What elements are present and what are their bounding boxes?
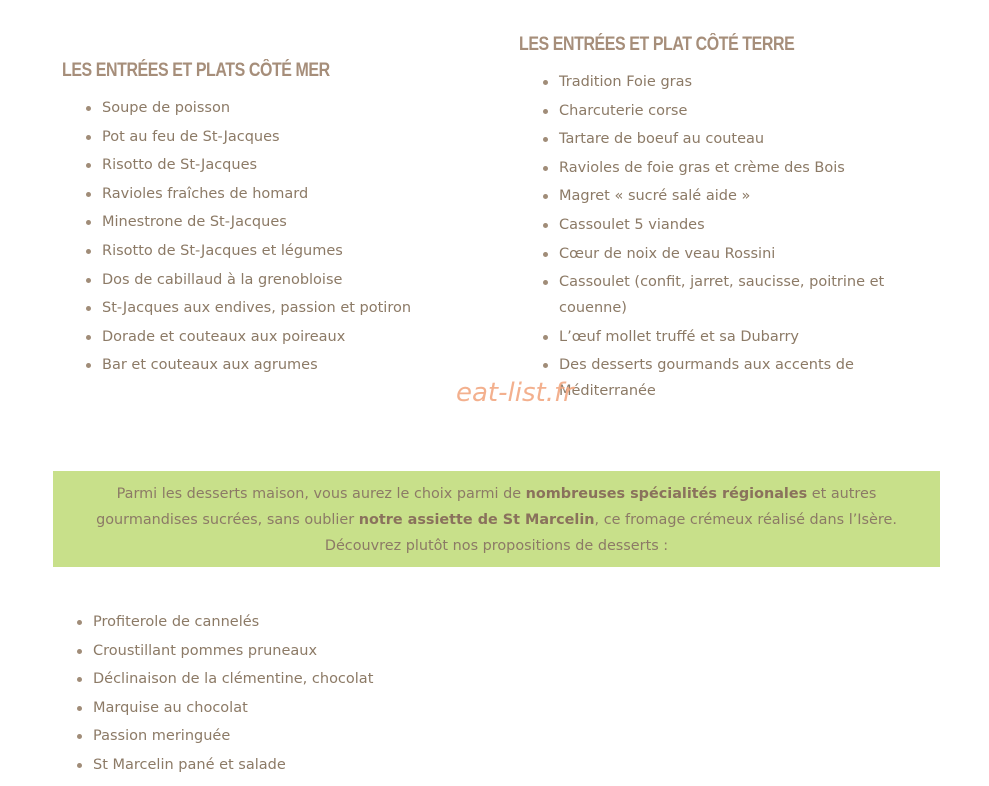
list-item: L’œuf mollet truffé et sa Dubarry (543, 324, 888, 350)
list-item: Cassoulet 5 viandes (543, 212, 888, 238)
banner-highlight: notre assiette de St Marcelin (358, 512, 595, 528)
desserts-list (77, 609, 477, 781)
list-item: Cœur de noix de veau Rossini (543, 241, 888, 267)
list-item: Des desserts gourmands aux accents de Méditerranée (543, 352, 888, 404)
list-item: Pot au feu de St-Jacques (86, 124, 486, 150)
list-item: St Marcelin pané et salade (77, 752, 477, 778)
sea-menu-title: LES ENTRÉES ET PLATS CÔTÉ MER (62, 60, 330, 81)
list-item: Marquise au chocolat (77, 695, 477, 721)
list-item: Profiterole de cannelés (77, 609, 477, 635)
list-item: Tradition Foie gras (543, 69, 888, 95)
list-item: Risotto de St-Jacques (86, 152, 486, 178)
list-item: Déclinaison de la clémentine, chocolat (77, 666, 477, 692)
land-menu-title: LES ENTRÉES ET PLAT CÔTÉ TERRE (519, 34, 795, 55)
list-item: Risotto de St-Jacques et légumes (86, 238, 486, 264)
desserts-intro-banner (53, 471, 940, 567)
list-item: Ravioles de foie gras et crème des Bois (543, 155, 888, 181)
land-menu-list (543, 69, 888, 407)
list-item: Soupe de poisson (86, 95, 486, 121)
banner-text: , ce fromage crémeux réalisé dans l’Isère. Découvrez plutôt nos propositions de desserts : (324, 512, 897, 554)
list-item: Magret « sucré salé aide » (543, 183, 888, 209)
sea-menu-list (86, 95, 486, 381)
list-item: Tartare de boeuf au couteau (543, 126, 888, 152)
banner-text: Parmi les desserts maison, vous aurez le choix parmi de (116, 486, 526, 502)
list-item: Cassoulet (confit, jarret, saucisse, poitrine et couenne) (543, 269, 888, 321)
watermark: eat-list.fr (456, 378, 574, 408)
list-item: Dorade et couteaux aux poireaux (86, 324, 486, 350)
banner-text: et autres gourmandises sucrées, sans oublier (96, 486, 877, 528)
list-item: Bar et couteaux aux agrumes (86, 352, 486, 378)
list-item: Dos de cabillaud à la grenobloise (86, 267, 486, 293)
list-item: Minestrone de St-Jacques (86, 209, 486, 235)
list-item: Croustillant pommes pruneaux (77, 638, 477, 664)
list-item: St-Jacques aux endives, passion et potiron (86, 295, 486, 321)
list-item: Ravioles fraîches de homard (86, 181, 486, 207)
list-item: Passion meringuée (77, 723, 477, 749)
banner-highlight: nombreuses spécialités régionales (525, 486, 808, 502)
list-item: Charcuterie corse (543, 98, 888, 124)
